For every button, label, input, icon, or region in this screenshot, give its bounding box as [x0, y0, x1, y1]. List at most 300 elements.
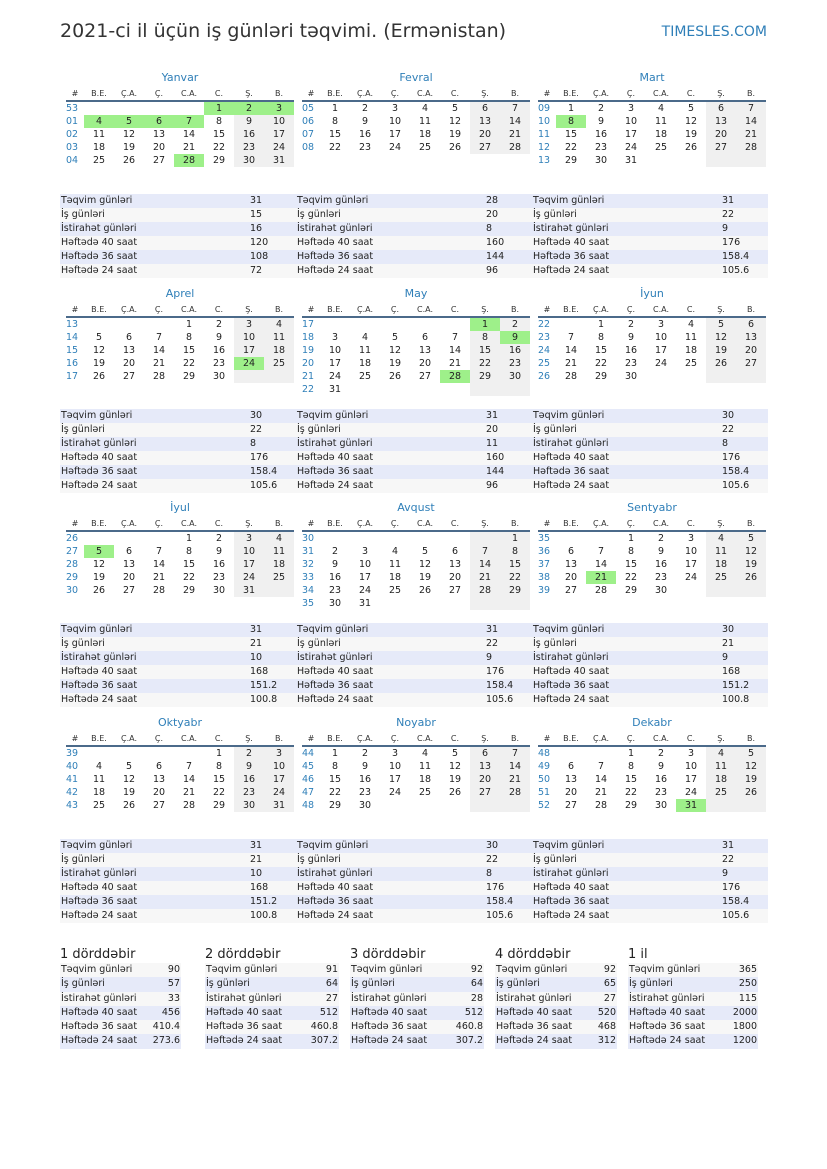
weekday-label: Ş. [481, 89, 489, 98]
day-cell: 9 [500, 331, 530, 344]
day-cell: 3 [331, 332, 339, 343]
quarter-summary [350, 946, 484, 1049]
empty-cell [114, 318, 144, 331]
month-stats [60, 623, 296, 707]
stat-label: Təqvim günləri [533, 410, 605, 421]
stat-label: İstirahət günləri [206, 992, 282, 1004]
day-cell: 22 [212, 787, 226, 798]
week-row [302, 128, 530, 141]
stat-row [60, 853, 296, 867]
week-row [538, 558, 766, 571]
day-cell: 20 [152, 787, 166, 798]
day-cell: 10 [264, 760, 294, 773]
day-cell: 2 [500, 318, 530, 331]
day-cell: 18 [706, 558, 736, 571]
day-cell: 10 [388, 116, 402, 127]
day-cell: 6 [125, 332, 133, 343]
stat-value: 22 [486, 638, 499, 649]
stat-label: İş günləri [61, 638, 105, 649]
empty-cell [410, 532, 440, 545]
weekday-label: C.A. [416, 305, 433, 314]
day-cell: 8 [470, 331, 500, 344]
stat-value: 460.8 [310, 1021, 338, 1033]
stat-label: İstirahət günləri [297, 868, 373, 879]
day-cell: 20 [122, 358, 136, 369]
stat-row [350, 992, 484, 1006]
stat-value: 176 [250, 452, 269, 463]
day-cell: 26 [706, 357, 736, 370]
stat-value: 64 [470, 978, 483, 990]
empty-cell [440, 799, 470, 812]
day-cell: 26 [92, 371, 106, 382]
day-cell: 3 [391, 103, 399, 114]
day-cell: 12 [736, 545, 766, 558]
day-cell: 18 [418, 129, 432, 140]
day-cell: 15 [624, 559, 638, 570]
weekday-label: B. [746, 305, 756, 314]
stat-row [296, 881, 532, 895]
stat-label: İş günləri [533, 424, 577, 435]
day-cell: 20 [706, 128, 736, 141]
day-cell: 27 [122, 585, 136, 596]
stat-label: Həftədə 36 saat [297, 896, 374, 907]
weekday-header [302, 733, 530, 747]
quarter-stats [60, 963, 181, 1049]
week-row [302, 357, 530, 370]
weekday-header [66, 304, 294, 318]
empty-cell [440, 383, 470, 396]
day-cell: 22 [328, 787, 342, 798]
week-row [66, 344, 294, 357]
week-row [66, 773, 294, 786]
day-cell: 17 [328, 358, 342, 369]
day-cell: 17 [234, 344, 264, 357]
day-cell: 1 [185, 533, 193, 544]
stat-label: Həftədə 36 saat [496, 1021, 573, 1033]
stat-label: İş günləri [496, 978, 540, 990]
day-cell: 6 [736, 318, 766, 331]
stat-row [205, 977, 339, 991]
stat-label: Təqvim günləri [629, 964, 701, 975]
stat-row [495, 1020, 617, 1034]
weekday-label: # [543, 734, 551, 743]
empty-cell [440, 597, 470, 610]
day-cell: 10 [684, 546, 698, 557]
month-6 [538, 286, 766, 383]
stat-value: 16 [250, 223, 263, 234]
stat-label: İş günləri [629, 978, 673, 990]
day-cell: 24 [388, 142, 402, 153]
day-cell: 25 [358, 371, 372, 382]
week-number: 31 [302, 546, 315, 557]
weekday-label: B.E. [563, 89, 579, 98]
day-cell: 19 [736, 558, 766, 571]
stat-row [60, 264, 296, 278]
weekday-label: Ş. [717, 519, 725, 528]
page-title: 2021-ci il üçün iş günləri təqvimi. (Ermənistan) [60, 20, 507, 42]
stat-value: 1800 [732, 1021, 757, 1033]
day-cell: 14 [500, 760, 530, 773]
week-row [66, 558, 294, 571]
stat-row [532, 479, 768, 493]
week-row [538, 799, 766, 812]
week-row [538, 344, 766, 357]
week-number: 30 [66, 585, 79, 596]
weekday-header [302, 304, 530, 318]
day-cell: 19 [706, 344, 736, 357]
stat-label: İş günləri [533, 854, 577, 865]
day-cell: 10 [388, 761, 402, 772]
week-number: 52 [538, 800, 551, 811]
week-number: 06 [302, 116, 315, 127]
day-cell: 13 [152, 129, 166, 140]
stat-row [532, 423, 768, 437]
stat-value: 30 [250, 410, 263, 421]
day-cell: 8 [597, 332, 605, 343]
stat-row [296, 264, 532, 278]
empty-cell [586, 747, 616, 760]
week-row [538, 747, 766, 760]
weekday-label: C.A. [416, 734, 433, 743]
day-cell: 16 [594, 129, 608, 140]
empty-cell [264, 370, 294, 383]
stat-value: 468 [597, 1021, 616, 1033]
stat-row [60, 409, 296, 423]
quarter-title: 4 dörddəbir [495, 947, 571, 962]
stat-row [628, 1006, 758, 1020]
stat-row [60, 651, 296, 665]
weekday-label: Ç. [626, 734, 636, 743]
stat-label: İş günləri [297, 209, 341, 220]
day-cell: 20 [736, 344, 766, 357]
week-number: 39 [66, 748, 79, 759]
day-cell: 10 [234, 545, 264, 558]
weekday-label: B. [510, 519, 520, 528]
day-cell: 5 [391, 332, 399, 343]
stat-value: 21 [250, 854, 263, 865]
day-cell: 14 [470, 558, 500, 571]
month-name: Mart [639, 71, 665, 84]
day-cell: 12 [388, 345, 402, 356]
empty-cell [500, 383, 530, 396]
week-number: 34 [302, 585, 315, 596]
day-cell: 19 [122, 142, 136, 153]
week-number: 08 [302, 142, 315, 153]
stat-row [296, 867, 532, 881]
day-cell: 28 [152, 371, 166, 382]
weekday-label: C. [450, 89, 460, 98]
empty-cell [556, 747, 586, 760]
stat-value: 22 [250, 424, 263, 435]
stat-row [296, 693, 532, 707]
month-10 [66, 715, 294, 812]
stat-value: 31 [722, 195, 735, 206]
day-cell: 23 [234, 786, 264, 799]
week-number: 53 [66, 103, 79, 114]
stat-row [296, 895, 532, 909]
day-cell: 18 [92, 142, 106, 153]
day-cell: 12 [122, 129, 136, 140]
stat-label: Həftədə 40 saat [297, 666, 374, 677]
weekday-label: Ç.A. [120, 89, 137, 98]
day-cell: 4 [95, 761, 103, 772]
empty-cell [380, 318, 410, 331]
day-cell: 8 [215, 116, 223, 127]
stat-value: 27 [603, 992, 616, 1004]
day-cell: 19 [448, 129, 462, 140]
week-number: 35 [538, 533, 551, 544]
day-cell: 9 [657, 761, 665, 772]
empty-cell [706, 584, 736, 597]
day-cell: 20 [152, 142, 166, 153]
empty-cell [706, 799, 736, 812]
empty-cell [440, 318, 470, 331]
stat-row [60, 895, 296, 909]
day-cell: 13 [706, 115, 736, 128]
day-cell: 24 [654, 358, 668, 369]
day-cell: 30 [328, 598, 342, 609]
empty-cell [114, 532, 144, 545]
empty-cell [736, 584, 766, 597]
weekday-header [538, 518, 766, 532]
week-number: 12 [538, 142, 551, 153]
stat-row [60, 839, 296, 853]
weekday-label: C. [686, 305, 696, 314]
day-cell: 4 [391, 546, 399, 557]
stat-row [60, 194, 296, 208]
stat-row [60, 637, 296, 651]
day-cell: 27 [470, 141, 500, 154]
day-cell: 29 [500, 584, 530, 597]
stat-value: 31 [486, 624, 499, 635]
stat-label: İstirahət günləri [533, 652, 609, 663]
week-number: 24 [538, 345, 551, 356]
stat-row [296, 623, 532, 637]
day-cell: 21 [448, 358, 462, 369]
day-cell: 15 [328, 129, 342, 140]
day-cell: 2 [215, 533, 223, 544]
stat-row [532, 264, 768, 278]
week-row [66, 115, 294, 128]
day-cell: 24 [624, 142, 638, 153]
day-cell: 7 [567, 332, 575, 343]
week-number: 11 [538, 129, 551, 140]
day-cell: 19 [736, 773, 766, 786]
week-row [538, 331, 766, 344]
day-cell: 8 [627, 761, 635, 772]
week-number: 21 [302, 371, 315, 382]
weekday-label: B. [274, 305, 284, 314]
day-cell: 30 [234, 799, 264, 812]
stat-row [60, 451, 296, 465]
day-cell: 26 [418, 585, 432, 596]
stat-label: Həftədə 40 saat [629, 1006, 706, 1018]
weekday-label: C. [450, 305, 460, 314]
stat-row [532, 909, 768, 923]
stat-value: 65 [603, 978, 616, 990]
weekday-label: Ş. [717, 89, 725, 98]
empty-cell [706, 154, 736, 167]
day-cell: 5 [95, 332, 103, 343]
day-cell: 13 [152, 774, 166, 785]
stat-label: Təqvim günləri [61, 964, 133, 975]
day-cell: 16 [234, 128, 264, 141]
stat-row [628, 1020, 758, 1034]
day-cell: 24 [234, 571, 264, 584]
stat-label: Həftədə 24 saat [533, 694, 610, 705]
week-number: 15 [66, 345, 79, 356]
stat-label: Həftədə 24 saat [206, 1035, 283, 1047]
stat-value: 31 [250, 195, 263, 206]
empty-cell [646, 370, 676, 383]
month-stats [532, 839, 768, 923]
day-cell: 17 [654, 345, 668, 356]
week-row [538, 786, 766, 799]
stat-row [205, 1006, 339, 1020]
day-cell: 7 [185, 761, 193, 772]
day-cell: 29 [470, 370, 500, 383]
day-cell: 31 [358, 598, 372, 609]
stat-value: 21 [250, 638, 263, 649]
weekday-label: Ç.A. [356, 519, 373, 528]
day-cell: 11 [264, 331, 294, 344]
empty-cell [646, 154, 676, 167]
day-cell: 9 [234, 760, 264, 773]
stat-value: 158.4 [722, 251, 750, 262]
empty-cell [380, 532, 410, 545]
stat-label: Həftədə 36 saat [61, 1021, 138, 1033]
empty-cell [144, 532, 174, 545]
day-cell: 29 [624, 800, 638, 811]
week-number: 42 [66, 787, 79, 798]
week-number: 26 [538, 371, 551, 382]
month-name: May [404, 287, 428, 300]
week-row [302, 115, 530, 128]
stat-label: İstirahət günləri [61, 223, 137, 234]
week-row [302, 102, 530, 115]
stat-row [495, 1034, 617, 1048]
week-number: 01 [66, 116, 79, 127]
day-cell: 28 [182, 800, 196, 811]
day-cell: 6 [470, 747, 500, 760]
day-cell: 30 [654, 585, 668, 596]
day-cell: 21 [182, 787, 196, 798]
empty-cell [470, 532, 500, 545]
empty-cell [350, 383, 380, 396]
day-cell: 8 [627, 546, 635, 557]
week-number: 07 [302, 129, 315, 140]
stat-label: Təqvim günləri [533, 195, 605, 206]
weekday-label: # [307, 305, 315, 314]
week-row [302, 318, 530, 331]
day-cell: 1 [470, 318, 500, 331]
stat-row [532, 895, 768, 909]
week-number: 14 [66, 332, 79, 343]
stat-label: Həftədə 40 saat [297, 882, 374, 893]
day-cell: 10 [654, 332, 668, 343]
stat-label: Həftədə 36 saat [297, 680, 374, 691]
month-name: Aprel [165, 287, 195, 300]
weekday-label: # [71, 305, 79, 314]
brand-link[interactable]: TIMESLES.COM [661, 24, 767, 40]
day-cell: 1 [597, 319, 605, 330]
stat-value: 365 [738, 964, 757, 975]
day-cell: 22 [470, 357, 500, 370]
stat-value: 30 [722, 624, 735, 635]
day-cell: 5 [736, 532, 766, 545]
stat-row [532, 839, 768, 853]
week-number: 47 [302, 787, 315, 798]
day-cell: 14 [594, 559, 608, 570]
stat-label: İş günləri [297, 424, 341, 435]
stat-label: Həftədə 24 saat [297, 694, 374, 705]
week-number: 39 [538, 585, 551, 596]
stat-row [532, 651, 768, 665]
stat-label: Həftədə 24 saat [351, 1035, 428, 1047]
day-cell: 13 [418, 345, 432, 356]
stat-value: 105.6 [486, 694, 514, 705]
stat-label: Həftədə 36 saat [61, 251, 138, 262]
day-cell: 25 [264, 571, 294, 584]
month-name: Noyabr [396, 716, 436, 729]
day-cell: 1 [627, 533, 635, 544]
stat-row [60, 479, 296, 493]
stat-value: 144 [486, 251, 505, 262]
month-12 [538, 715, 766, 812]
week-number: 17 [66, 371, 79, 382]
day-cell: 11 [706, 760, 736, 773]
stat-label: İş günləri [351, 978, 395, 990]
stat-value: 8 [250, 438, 257, 449]
week-row [538, 357, 766, 370]
week-row [302, 799, 530, 812]
week-row [302, 344, 530, 357]
stat-label: Həftədə 36 saat [629, 1021, 706, 1033]
day-cell: 29 [594, 371, 608, 382]
weekday-label: # [543, 305, 551, 314]
stat-row [205, 1034, 339, 1048]
stat-row [205, 1020, 339, 1034]
stat-value: 28 [470, 992, 483, 1004]
day-cell: 13 [470, 115, 500, 128]
day-cell: 17 [264, 128, 294, 141]
month-stats [532, 194, 768, 278]
stat-label: Həftədə 36 saat [206, 1021, 283, 1033]
stat-row [60, 1020, 181, 1034]
week-number: 03 [66, 142, 79, 153]
stat-value: 160 [486, 452, 505, 463]
weekday-label: Ş. [245, 519, 253, 528]
stat-label: İstirahət günləri [297, 438, 373, 449]
day-cell: 8 [556, 115, 586, 128]
stat-value: 31 [250, 840, 263, 851]
day-cell: 6 [451, 546, 459, 557]
day-cell: 14 [152, 345, 166, 356]
day-cell: 5 [687, 103, 695, 114]
empty-cell [144, 102, 174, 115]
stat-value: 512 [464, 1006, 483, 1018]
month-5 [302, 286, 530, 396]
stat-row [350, 977, 484, 991]
stat-label: Həftədə 40 saat [351, 1006, 428, 1018]
day-cell: 29 [624, 585, 638, 596]
day-cell: 11 [418, 761, 432, 772]
day-cell: 2 [597, 103, 605, 114]
quarter-stats [628, 963, 758, 1049]
quarter-summary [205, 946, 339, 1049]
week-row [538, 773, 766, 786]
stat-label: İş günləri [61, 978, 105, 990]
